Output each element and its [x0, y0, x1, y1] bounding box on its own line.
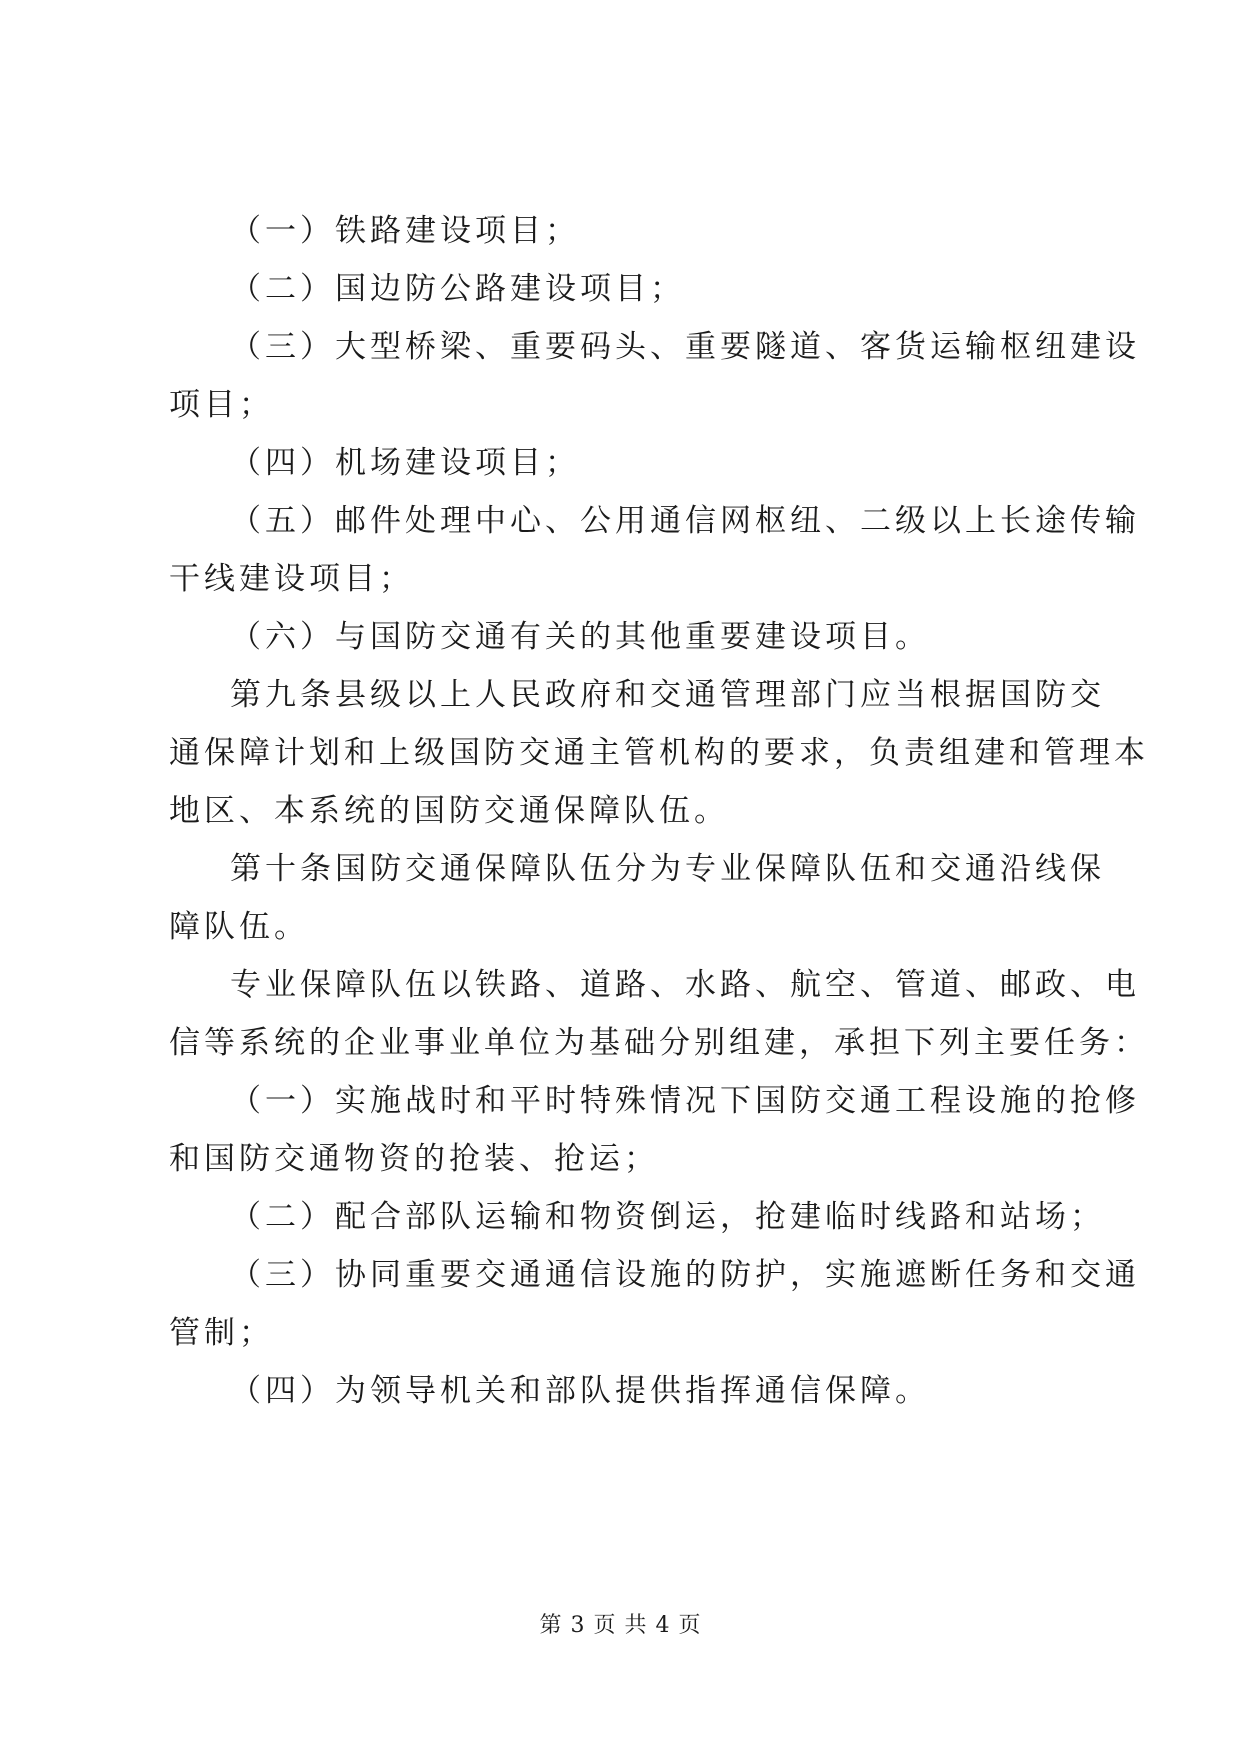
text-line-14: 专业保障队伍以铁路、道路、水路、航空、管道、邮政、电: [230, 967, 1140, 1003]
text-line-11: 地区、本系统的国防交通保障队伍。: [169, 793, 729, 829]
text-line-21: （四）为领导机关和部队提供指挥通信保障。: [230, 1373, 930, 1409]
text-line-6: （五）邮件处理中心、公用通信网枢纽、二级以上长途传输: [230, 503, 1140, 539]
text-line-12: 第十条国防交通保障队伍分为专业保障队伍和交通沿线保: [230, 851, 1105, 887]
text-line-9: 第九条县级以上人民政府和交通管理部门应当根据国防交: [230, 677, 1105, 713]
text-line-13: 障队伍。: [169, 909, 309, 945]
text-line-3: （三）大型桥梁、重要码头、重要隧道、客货运输枢纽建设: [230, 329, 1140, 365]
text-line-7: 干线建设项目；: [169, 561, 414, 597]
text-line-2: （二）国边防公路建设项目；: [230, 271, 685, 307]
text-line-4: 项目；: [169, 387, 274, 423]
page-number-footer: 第 3 页 共 4 页: [539, 1613, 702, 1638]
text-line-15: 信等系统的企业事业单位为基础分别组建，承担下列主要任务：: [169, 1025, 1149, 1061]
text-line-19: （三）协同重要交通通信设施的防护，实施遮断任务和交通: [230, 1257, 1140, 1293]
text-line-5: （四）机场建设项目；: [230, 445, 580, 481]
text-line-20: 管制；: [169, 1315, 274, 1351]
text-line-17: 和国防交通物资的抢装、抢运；: [169, 1141, 659, 1177]
text-line-18: （二）配合部队运输和物资倒运，抢建临时线路和站场；: [230, 1199, 1105, 1235]
text-line-10: 通保障计划和上级国防交通主管机构的要求，负责组建和管理本: [169, 735, 1149, 771]
text-line-1: （一）铁路建设项目；: [230, 213, 580, 249]
text-line-8: （六）与国防交通有关的其他重要建设项目。: [230, 619, 930, 655]
text-line-16: （一）实施战时和平时特殊情况下国防交通工程设施的抢修: [230, 1083, 1140, 1119]
